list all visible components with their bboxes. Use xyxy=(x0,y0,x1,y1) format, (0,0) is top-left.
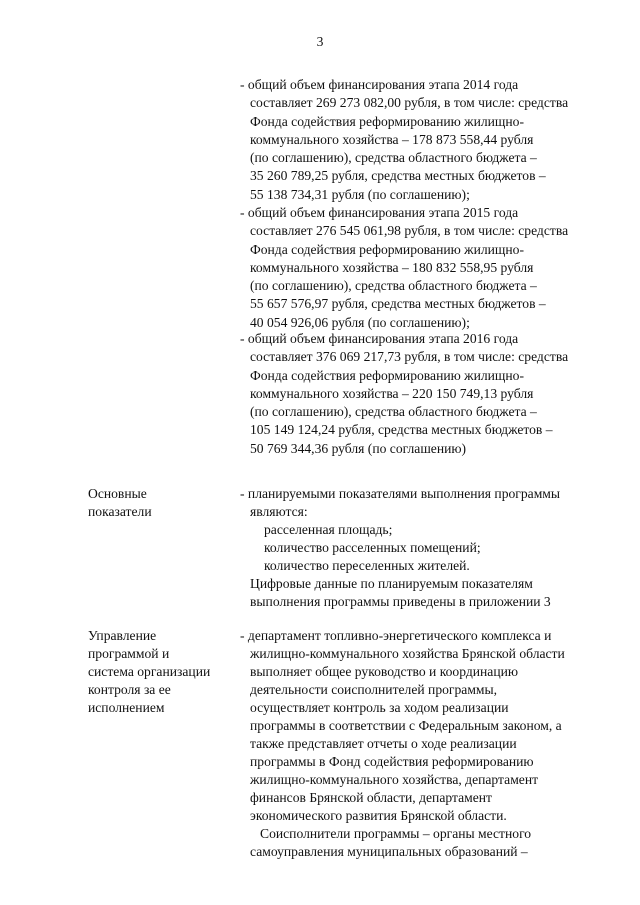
management-label xyxy=(88,627,236,717)
text-line: также представляет отчеты о ходе реализации xyxy=(250,736,517,751)
text-line: (по соглашению), средства областного бюджета – xyxy=(250,404,537,420)
text-line: коммунального хозяйства – 180 832 558,95 рубля xyxy=(250,259,534,275)
text-line: 35 260 789,25 рубля, средства местных бюджетов – xyxy=(250,168,546,184)
text-line: жилищно-коммунального хозяйства Брянской области xyxy=(250,646,565,661)
label-line: программой и xyxy=(88,646,170,661)
indicator-item: количество переселенных жителей. xyxy=(264,558,470,573)
text-line: Соисполнители программы – органы местного xyxy=(260,826,532,841)
text-line: финансов Брянской области, департамент xyxy=(250,790,492,805)
text-line: 55 657 576,97 рубля, средства местных бюджетов – xyxy=(250,296,546,312)
indicator-item: расселенная площадь; xyxy=(264,522,393,537)
text-line: Фонда содействия реформированию жилищно- xyxy=(250,367,524,383)
text-line: деятельности соисполнителей программы, xyxy=(250,682,498,697)
financing-2015 xyxy=(240,204,612,332)
text-line: 105 149 124,24 рубля, средства местных бюджетов – xyxy=(250,422,553,438)
text-line: составляет 276 545 061,98 рубля, в том числе: средства xyxy=(250,223,569,239)
text-line: программы в соответствии с Федеральным законом, а xyxy=(250,718,562,733)
text-line: самоуправления муниципальных образований – xyxy=(250,844,528,859)
text-line: (по соглашению), средства областного бюджета – xyxy=(250,150,537,166)
text-line: экономического развития Брянской области. xyxy=(250,808,507,823)
text-line: составляет 376 069 217,73 рубля, в том числе: средства xyxy=(250,349,569,365)
page-number: 3 xyxy=(316,34,324,49)
label-line: Основные xyxy=(88,486,147,501)
text-line: 55 138 734,31 рубля (по соглашению); xyxy=(250,186,470,202)
text-line: - департамент топливно-энергетического комплекса и xyxy=(240,628,552,643)
management-content xyxy=(240,627,612,861)
text-line: выполняет общее руководство и координацию xyxy=(250,664,519,679)
label-line: Управление xyxy=(88,628,157,643)
text-line: 40 054 926,06 рубля (по соглашению); xyxy=(250,314,470,330)
text-line: - общий объем финансирования этапа 2014 года xyxy=(240,77,519,92)
label-line: система организации xyxy=(88,664,211,679)
text-line: - общий объем финансирования этапа 2016 года xyxy=(240,331,519,346)
text-line: коммунального хозяйства – 220 150 749,13 рубля xyxy=(250,385,534,401)
text-line: 50 769 344,36 рубля (по соглашению) xyxy=(250,440,467,456)
text-line: коммунального хозяйства – 178 873 558,44 рубля xyxy=(250,131,534,147)
indicator-item: количество расселенных помещений; xyxy=(264,540,481,555)
text-line: осуществляет контроль за ходом реализации xyxy=(250,700,509,715)
text-line: выполнения программы приведены в приложении 3 xyxy=(250,594,551,609)
text-line: - планируемыми показателями выполнения программы xyxy=(240,486,561,501)
text-line: являются: xyxy=(250,504,308,519)
text-line: - общий объем финансирования этапа 2015 года xyxy=(240,205,519,220)
indicators-label xyxy=(88,485,236,521)
text-line: составляет 269 273 082,00 рубля, в том числе: средства xyxy=(250,95,569,111)
financing-2016 xyxy=(240,330,612,458)
text-line: Фонда содействия реформированию жилищно- xyxy=(250,113,524,129)
label-line: контроля за ее xyxy=(88,682,171,697)
financing-2014 xyxy=(240,76,612,204)
text-line: Фонда содействия реформированию жилищно- xyxy=(250,241,524,257)
label-line: показатели xyxy=(88,504,152,519)
text-line: (по соглашению), средства областного бюджета – xyxy=(250,278,537,294)
text-line: жилищно-коммунального хозяйства, департамент xyxy=(250,772,539,787)
text-line: Цифровые данные по планируемым показателям xyxy=(250,576,533,591)
text-line: программы в Фонд содействия реформированию xyxy=(250,754,534,769)
label-line: исполнением xyxy=(88,700,165,715)
indicators-content xyxy=(240,485,612,611)
